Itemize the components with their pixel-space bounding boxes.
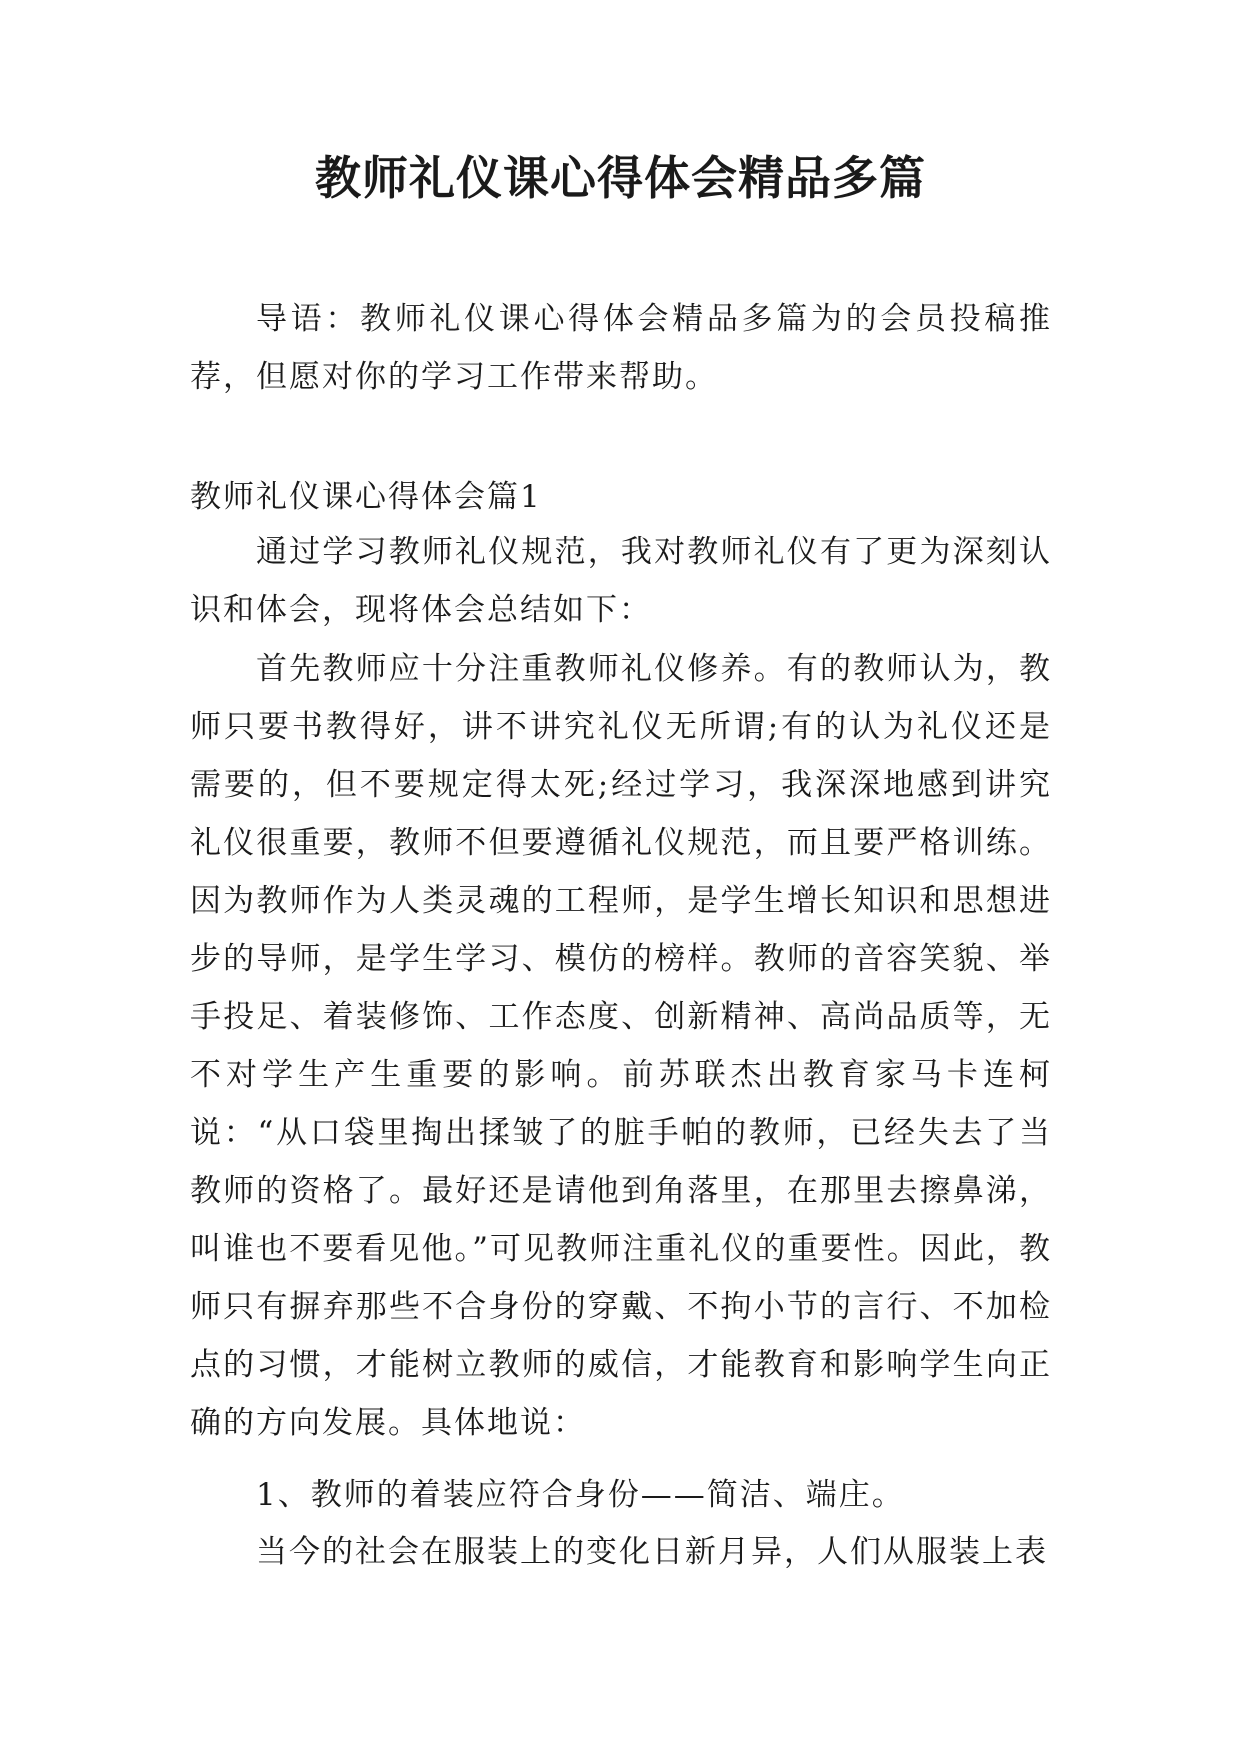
paragraph-4: 当今的社会在服装上的变化日新月异，人们从服装上表	[256, 1534, 1048, 1570]
intro-paragraph: 导语：教师礼仪课心得体会精品多篇为的会员投稿推荐，但愿对你的学习工作带来帮助。	[190, 301, 1052, 395]
paragraph-1: 通过学习教师礼仪规范，我对教师礼仪有了更为深刻认识和体会，现将体会总结如下：	[190, 534, 1052, 628]
document-title: 教师礼仪课心得体会精品多篇	[315, 151, 926, 205]
paragraph-3: 1、教师的着装应符合身份——简洁、端庄。	[256, 1477, 905, 1513]
section-heading: 教师礼仪课心得体会篇1	[190, 479, 542, 515]
paragraph-2: 首先教师应十分注重教师礼仪修养。有的教师认为，教师只要书教得好，讲不讲究礼仪无所谓;有的认为礼仪还是需要的，但不要规定得太死;经过学习，我深深地感到讲究礼仪很重要，教师不但要遵循礼仪规范，而且要严格训练。因为教师作为人类灵魂的工程师，是学生增长知识和思想进步的导师，是学生学习、模仿的榜样。教师的音容笑貌、举手投足、着装修饰、工作态度、创新精神、高尚品质等，无不对学生产生重要的影响。前苏联杰出教育家马卡连柯说：“从口袋里掏出揉皱了的脏手帕的教师，已经失去了当教师的资格了。最好还是请他到角落里，在那里去擦鼻涕，叫谁也不要看见他。”可见教师注重礼仪的重要性。因此，教师只有摒弃那些不合身份的穿戴、不拘小节的言行、不加检点的习惯，才能树立教师的威信，才能教育和影响学生向正确的方向发展。具体地说：	[190, 651, 1052, 1441]
